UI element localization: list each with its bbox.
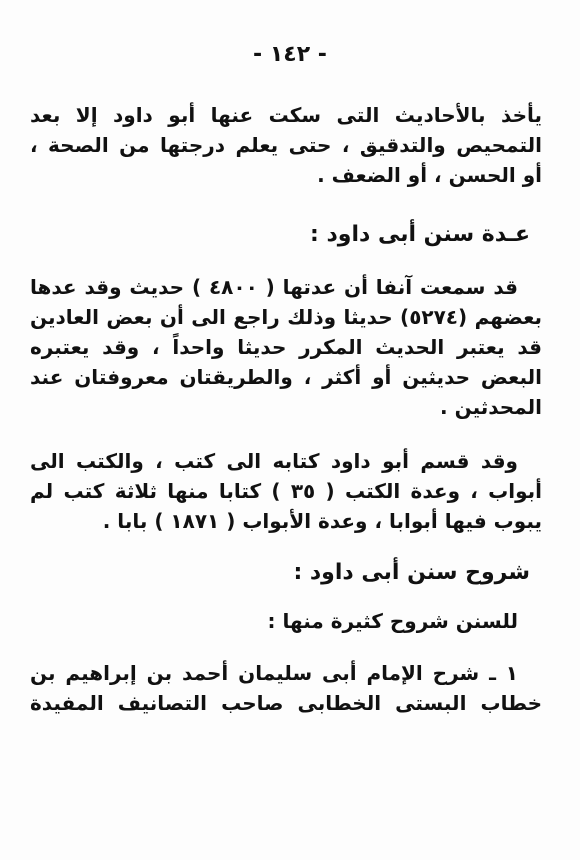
page-body (30, 100, 542, 718)
text-line: يبوب فيها أبوابا ، وعدة الأبواب ( ١٨٧١ ) بابا . (102, 509, 542, 533)
text-line: للسنن شروح كثيرة منها : (267, 609, 518, 633)
section-heading-commentaries: شروح سنن أبى داود : (293, 560, 530, 585)
paragraph-5 (30, 658, 542, 718)
text-line: أبواب ، وعدة الكتب ( ٣٥ ) كتابا منها ثلاثة كتب لم (30, 479, 542, 503)
text-line: خطاب البستى الخطابى صاحب التصانيف المفيدة (30, 691, 542, 715)
text-line: يأخذ بالأحاديث التى سكت عنها أبو داود إلا بعد (30, 103, 542, 127)
text-line: قد يعتبر الحديث المكرر حديثا واحداً ، وقد يعتبره (30, 335, 542, 359)
text-line: أو الحسن ، أو الضعف . (317, 163, 542, 187)
text-line: بعضهم (٥٢٧٤) حديثا وذلك راجع الى أن بعض العادين (30, 305, 542, 329)
text-line: المحدثين . (440, 395, 542, 419)
paragraph-3 (30, 446, 542, 536)
paragraph-2 (30, 272, 542, 422)
text-line: قد سمعت آنفا أن عدتها ( ٤٨٠٠ ) حديث وقد عدها (30, 275, 518, 299)
page-number: - ١٤٢ - (253, 42, 327, 67)
paragraph-4 (30, 606, 542, 636)
text-line: التمحيص والتدقيق ، حتى يعلم درجتها من الصحة ، (30, 133, 542, 157)
text-line: البعض حديثين أو أكثر ، والطريقتان معروفتان عند (30, 365, 542, 389)
section-heading-count: عـدة سنن أبى داود : (310, 222, 530, 247)
paragraph-1 (30, 100, 542, 190)
text-line: وقد قسم أبو داود كتابه الى كتب ، والكتب الى (30, 449, 518, 473)
text-line: ١ ـ شرح الإمام أبى سليمان أحمد بن إبراهيم بن (30, 661, 518, 685)
